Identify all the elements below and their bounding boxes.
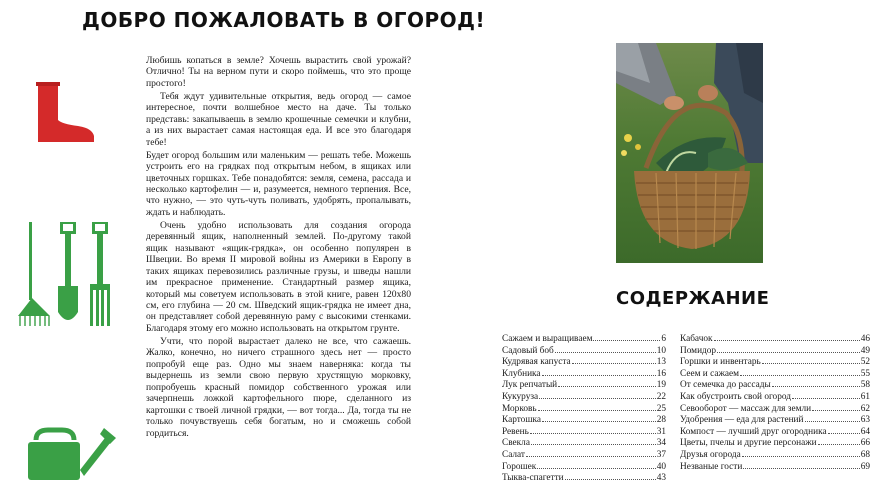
leader-dots <box>538 409 656 411</box>
toc-entry[interactable] <box>680 357 870 369</box>
leader-dots <box>742 455 860 457</box>
toc-entry-page: 16 <box>656 368 666 379</box>
leader-dots <box>530 432 656 434</box>
toc-entry[interactable] <box>502 392 666 404</box>
toc-entry[interactable] <box>680 404 870 416</box>
toc-entry-title: Удобрения — еда для растений <box>680 415 804 426</box>
toc-entry-page: 61 <box>860 391 870 402</box>
toc-entry-title: Морковь <box>502 403 537 414</box>
intro-text <box>146 55 411 440</box>
toc-entry-title: Компост — лучший друг огородника <box>680 426 827 437</box>
toc-entry-title: Кудрявая капуста <box>502 357 571 368</box>
toc-entry-page: 10 <box>656 345 666 356</box>
toc-entry-page: 52 <box>860 357 870 368</box>
leader-dots <box>539 397 656 399</box>
toc-entry-page: 28 <box>656 415 666 426</box>
leader-dots <box>572 362 656 364</box>
toc-entry[interactable] <box>502 404 666 416</box>
toc-left-column <box>502 334 666 485</box>
toc-entry-title: Ревень <box>502 426 529 437</box>
toc-entry[interactable] <box>502 427 666 439</box>
toc-entry[interactable] <box>502 462 666 474</box>
leader-dots <box>743 467 859 469</box>
toc-entry-title: Кабачок <box>680 334 713 344</box>
toc-entry-page: 37 <box>656 449 666 460</box>
leader-dots <box>812 409 860 411</box>
toc-entry-title: Помидор <box>680 345 717 356</box>
toc-entry[interactable] <box>502 369 666 381</box>
toc-entry-page: 19 <box>656 380 666 391</box>
toc-entry-page: 68 <box>860 449 870 460</box>
leader-dots <box>565 478 656 480</box>
toc-entry[interactable] <box>680 415 870 427</box>
toc-entry-page: 69 <box>860 461 870 472</box>
paragraph: Учти, что порой вырастает далеко не все, что сажаешь. Жалко, конечно, но ничего страшного здесь нет — просто попробуй еще раз. Одно мы знаем наверняка: когда ты выдернешь из земли свою первую хрустящую морковку, попробуешь красный помидор собственного урожая или зачерпнешь ложкой картофельного пюре, сделанного из картошки с твоей личной грядки, — вот тогда... Да, тогда ты не только почувствуешь себя богатым, но и сможешь собой гордиться. <box>146 335 411 439</box>
toc-entry[interactable] <box>680 450 870 462</box>
toc-entry-title: Как обустроить свой огород <box>680 391 791 402</box>
toc-entry-title: Садовый боб <box>502 345 554 356</box>
toc-entry-page: 31 <box>656 426 666 437</box>
leader-dots <box>772 385 860 387</box>
toc-entry-title: Горшки и инвентарь <box>680 357 761 368</box>
toc-entry[interactable] <box>502 415 666 427</box>
paragraph: Будет огород большим или маленьким — решать тебе. Можешь устроить его на грядках под открытым небом, в ящиках или цветочных горшках. Тебе понадобятся: земля, семена, рассада и несколько картофелин — и, разумеется, немного терпения. Все, что нужно, — это чуть-чуть поливать, удобрять, пропалывать, ждать и наблюдать. <box>146 149 411 218</box>
leader-dots <box>526 455 656 457</box>
toc-entry-page: 63 <box>860 415 870 426</box>
toc-entry-page: 22 <box>656 391 666 402</box>
toc-entry-title: Картошка <box>502 415 541 426</box>
leader-dots <box>792 397 860 399</box>
toc-entry-page: 46 <box>860 334 870 344</box>
toc-entry-title: Тыква-спагетти <box>502 473 564 484</box>
toc-right-column <box>680 334 870 473</box>
toc-entry[interactable] <box>502 357 666 369</box>
toc-entry-page: 13 <box>656 357 666 368</box>
toc-entry-page: 34 <box>656 438 666 449</box>
toc-entry-title: Севооборот — массаж для земли <box>680 403 812 414</box>
leader-dots <box>717 351 860 353</box>
garden-tools-icon <box>16 220 114 330</box>
boot-icon <box>32 80 96 144</box>
paragraph: Очень удобно использовать для создания огорода деревянный ящик, наполненный землей. По-другому такой ящик называют «ящик-грядка», он особенно популярен в Швеции. Во время II мировой войны из Америки в Европу в таких ящиках перевозились различные грузы, и шведы нашли им прекрасное применение. Стандартный размер ящика, который мы советуем использовать в этой книге, равен 120х80 см, его глубина — 20 см. Шведский ящик-грядка не имеет дна, он представляет собой деревянную раму с высокими стенками. Благодаря этому его можно использовать на открытом грунте. <box>146 219 411 334</box>
paragraph: Тебя ждут удивительные открытия, ведь огород — самое интересное, почти волшебное место на даче. Ты только представь: закапываешь в землю крошечные семечки и клубни, а из них вырастает самая настоящая еда. И все это благодаря тебе! <box>146 90 411 148</box>
toc-entry[interactable] <box>502 473 666 485</box>
toc-entry-title: Горошек <box>502 461 537 472</box>
toc-entry-page: 55 <box>860 368 870 379</box>
leader-dots <box>542 374 656 376</box>
toc-entry[interactable] <box>680 346 870 358</box>
toc-entry-page: 25 <box>656 403 666 414</box>
toc-entry[interactable] <box>680 427 870 439</box>
toc-entry[interactable] <box>502 380 666 392</box>
toc-entry-page: 66 <box>860 438 870 449</box>
leader-dots <box>531 443 656 445</box>
toc-entry[interactable] <box>502 438 666 450</box>
toc-entry-title: Сеем и сажаем <box>680 368 739 379</box>
toc-entry[interactable] <box>680 462 870 474</box>
leader-dots <box>828 432 860 434</box>
toc-entry-title: Свекла <box>502 438 530 449</box>
toc-title: СОДЕРЖАНИЕ <box>616 288 770 309</box>
toc-entry-title: Салат <box>502 449 525 460</box>
toc-entry[interactable] <box>680 369 870 381</box>
toc-entry-page: 43 <box>656 473 666 484</box>
toc-entry-page: 6 <box>661 334 666 344</box>
paragraph: Любишь копаться в земле? Хочешь вырастить свой урожай? Отлично! Ты на верном пути и скоро поймешь, что это проще простого! <box>146 55 411 89</box>
toc-entry[interactable] <box>502 450 666 462</box>
toc-entry-page: 40 <box>656 461 666 472</box>
toc-entry-title: Цветы, пчелы и другие персонажи <box>680 438 817 449</box>
basket-of-vegetables-photo <box>616 43 763 263</box>
toc-entry-page: 64 <box>860 426 870 437</box>
toc-entry-title: Лук репчатый <box>502 380 558 391</box>
toc-entry-title: Сажаем и выращиваем <box>502 334 593 344</box>
toc-entry-title: От семечка до рассады <box>680 380 771 391</box>
toc-entry-title: Друзья огорода <box>680 449 741 460</box>
toc-entry-page: 49 <box>860 345 870 356</box>
toc-entry[interactable] <box>680 380 870 392</box>
leader-dots <box>762 362 860 364</box>
leader-dots <box>818 443 860 445</box>
leader-dots <box>558 385 656 387</box>
leader-dots <box>740 374 860 376</box>
toc-entry[interactable] <box>680 334 870 346</box>
page-title: ДОБРО ПОЖАЛОВАТЬ В ОГОРОД! <box>82 8 486 32</box>
leader-dots <box>537 467 655 469</box>
leader-dots <box>714 339 860 341</box>
toc-entry-title: Незваные гости <box>680 461 743 472</box>
toc-entry-page: 62 <box>860 403 870 414</box>
toc-entry-page: 58 <box>860 380 870 391</box>
leader-dots <box>593 339 660 341</box>
leader-dots <box>805 420 860 422</box>
leader-dots <box>555 351 656 353</box>
watering-can-icon <box>22 426 116 484</box>
toc-entry[interactable] <box>680 438 870 450</box>
toc-entry-title: Кукуруза <box>502 391 539 402</box>
toc-entry[interactable] <box>502 334 666 346</box>
toc-entry-title: Клубника <box>502 368 541 379</box>
toc-entry[interactable] <box>680 392 870 404</box>
toc-entry[interactable] <box>502 346 666 358</box>
leader-dots <box>542 420 656 422</box>
